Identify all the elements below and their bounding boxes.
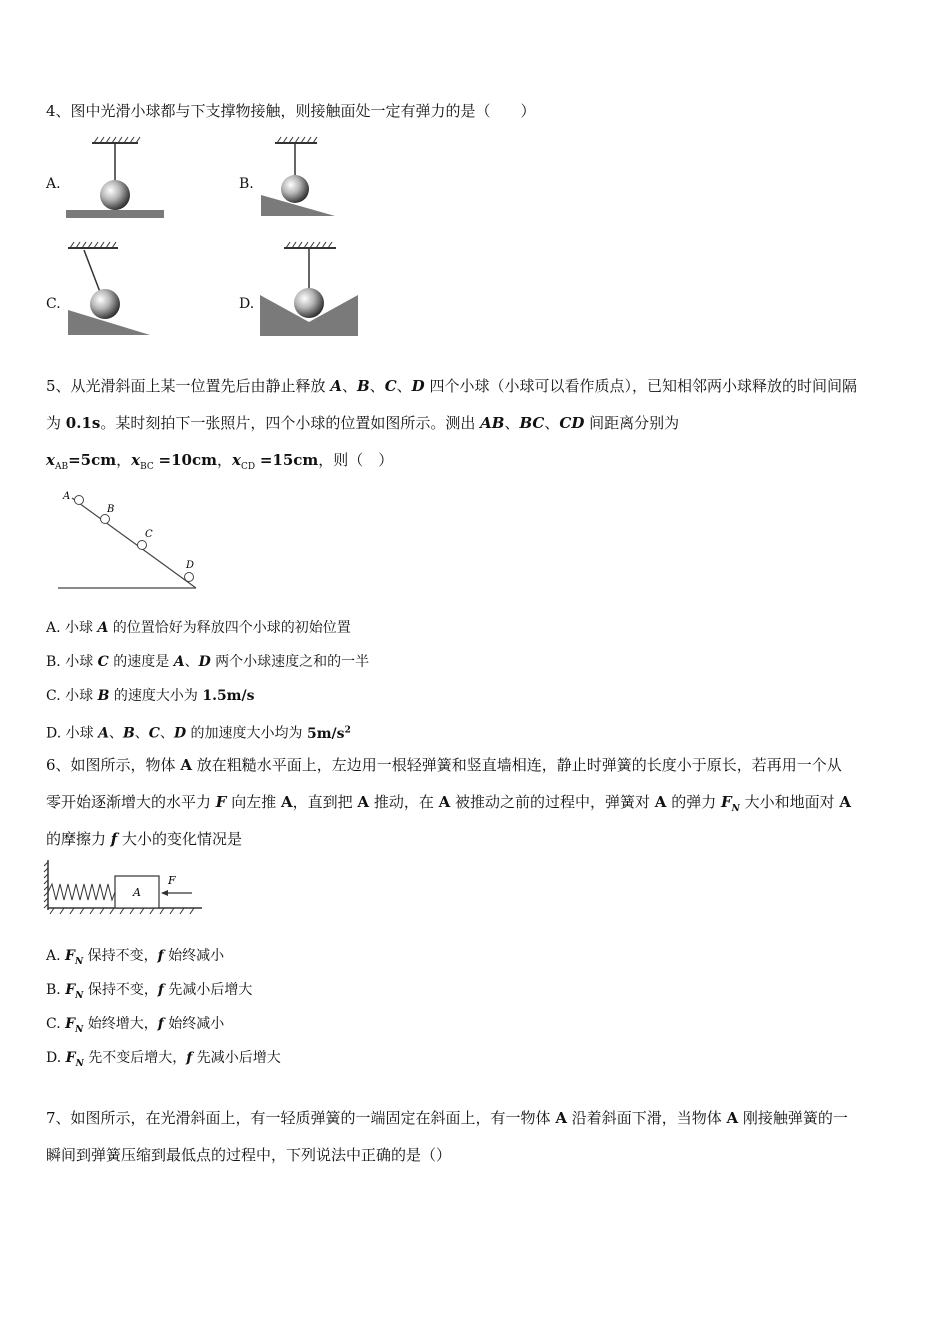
q5-incline-figure	[50, 488, 200, 593]
q6-line-1: 6、如图所示，物体 A 放在粗糙水平面上，左边用一根轻弹簧和竖直墙相连，静止时弹簧的长度小于原长，若再用一个从	[46, 756, 842, 774]
q7-line-2: 瞬间到弹簧压缩到最低点的过程中，下列说法中正确的是（）	[46, 1146, 452, 1164]
q5-fig-label-b: B	[107, 504, 115, 515]
q5-option-c: C. 小球 B 的速度大小为 1.5m/s	[46, 688, 255, 704]
q6-line-2: 零开始逐渐增大的水平力 F 向左推 A，直到把 A 推动，在 A 被推动之前的过程中，弹簧对 A 的弹力 $F_N$ 大小和地面对 A	[46, 793, 852, 814]
q5-line-3: $x_{AB}=5cm$，$x_{BC} =10cm$，$x_{CD} =15cm$，则（ ）	[46, 451, 394, 472]
q4-figure-b	[255, 135, 345, 220]
q7-line-1: 7、如图所示，在光滑斜面上，有一轻质弹簧的一端固定在斜面上，有一物体 A 沿着斜面下滑，当物体 A 刚接触弹簧的一	[46, 1109, 848, 1127]
q4-figure-d	[258, 240, 363, 340]
q5-fig-label-d: D	[186, 560, 195, 571]
q4-label-c: C.	[46, 296, 61, 312]
q4-label-b: B.	[239, 176, 254, 192]
q6-fig-force-label: F	[168, 874, 176, 887]
q6-fig-block-label: A	[133, 886, 141, 899]
q5-option-d: D. 小球 A、B、C、D 的加速度大小均为 $5m/s^2$	[46, 725, 351, 742]
q6-option-c: C. $F_N$ 始终增大，f 始终减小	[46, 1016, 225, 1035]
q6-option-d: D. $F_N$ 先不变后增大，f 先减小后增大	[46, 1050, 281, 1069]
q6-line-3: 的摩擦力 f 大小的变化情况是	[46, 830, 243, 848]
q5-line-1: 5、从光滑斜面上某一位置先后由静止释放 A、B、C、D 四个小球（小球可以看作质点），已知相邻两小球释放的时间间隔	[46, 377, 857, 395]
q6-option-a: A. $F_N$ 保持不变，f 始终减小	[46, 948, 225, 967]
q5-option-a: A. 小球 A 的位置恰好为释放四个小球的初始位置	[46, 620, 351, 636]
q4-stem: 4、图中光滑小球都与下支撑物接触，则接触面处一定有弹力的是（ ）	[46, 102, 536, 120]
q6-spring-figure	[44, 858, 206, 916]
q6-option-b: B. $F_N$ 保持不变，f 先减小后增大	[46, 982, 253, 1001]
q4-figure-c	[62, 240, 162, 340]
q4-label-d: D.	[239, 296, 255, 312]
q4-figure-a	[60, 135, 170, 220]
q5-fig-label-c: C	[145, 529, 153, 540]
q5-option-b: B. 小球 C 的速度是 A、D 两个小球速度之和的一半	[46, 654, 370, 670]
q5-fig-label-a: A	[63, 491, 71, 502]
q5-line-2: 为 0.1s。某时刻拍下一张照片，四个小球的位置如图所示。测出 AB、BC、CD 间距离分别为	[46, 414, 680, 432]
q4-label-a: A.	[46, 176, 61, 192]
